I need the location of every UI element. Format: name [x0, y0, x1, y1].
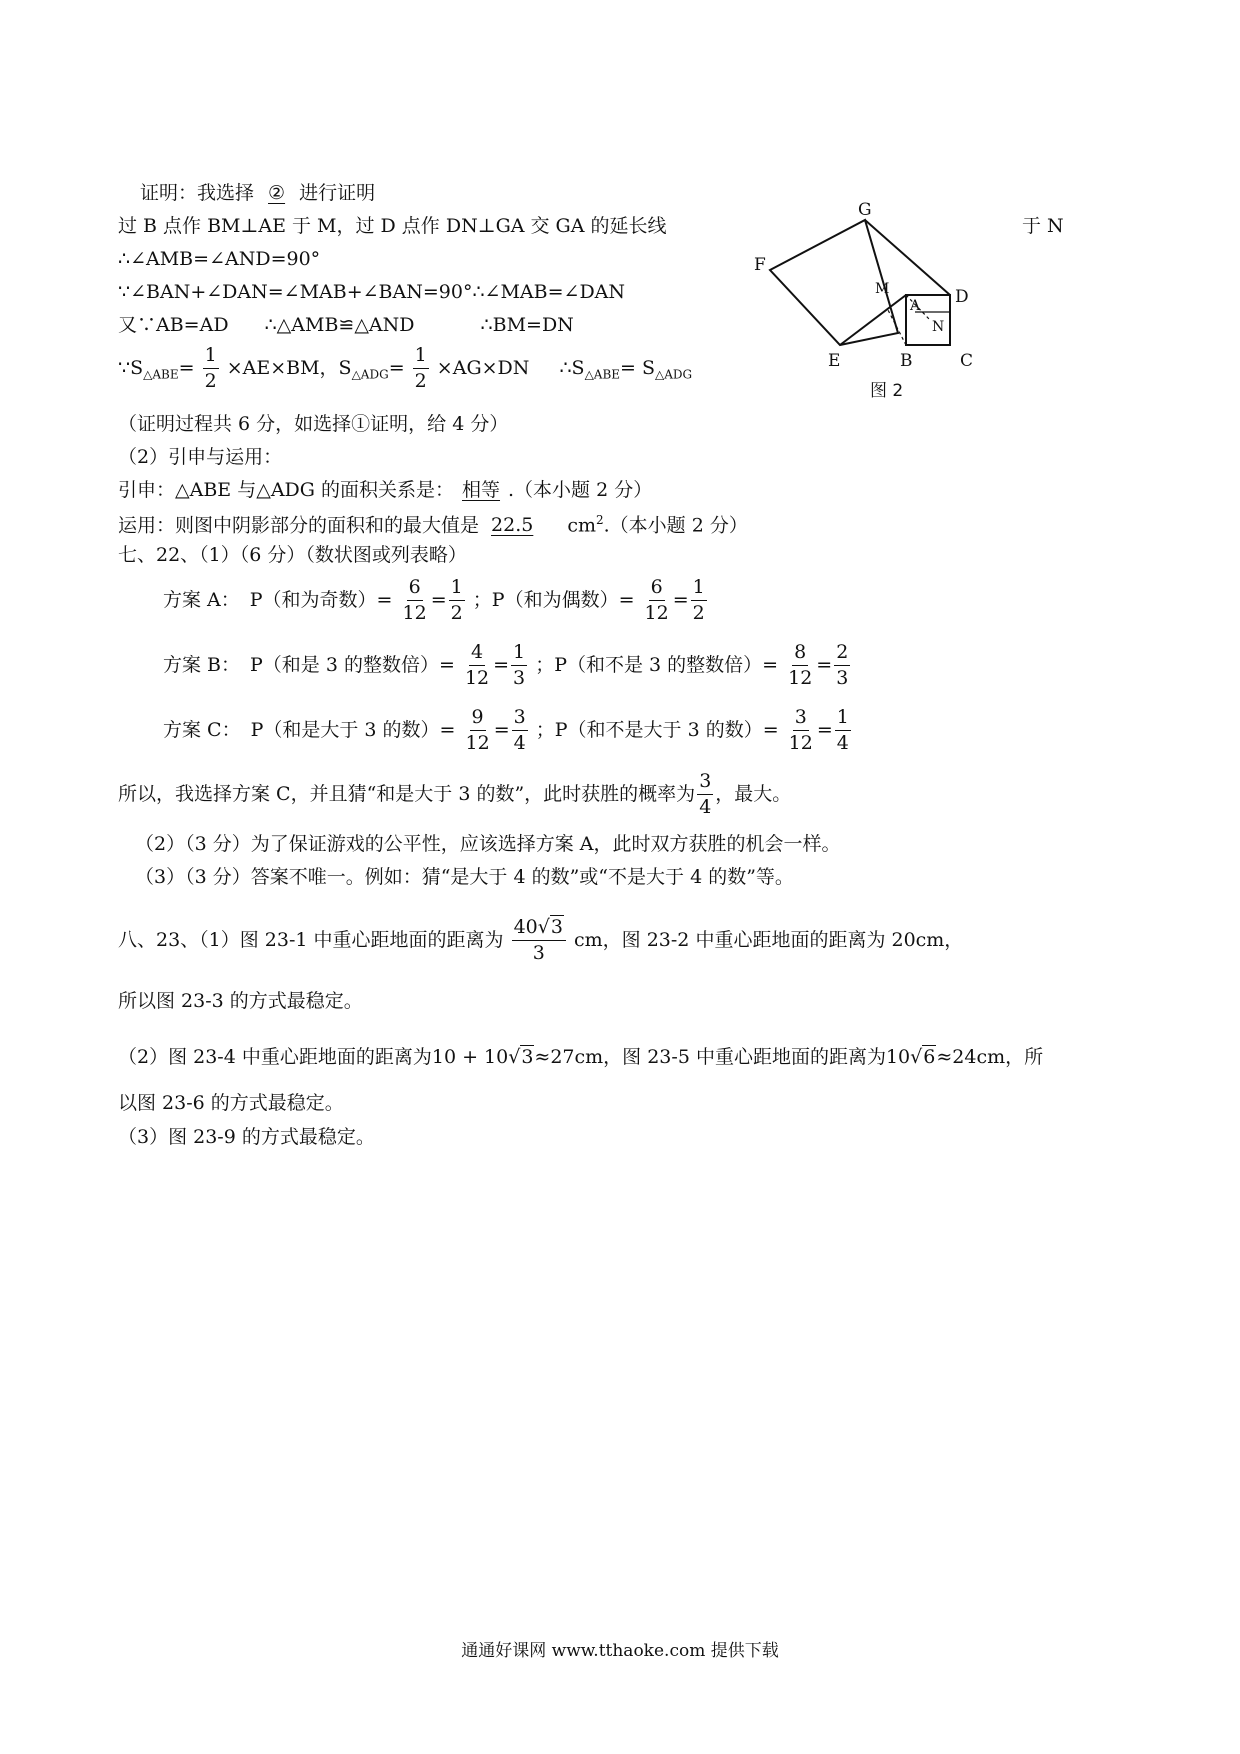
label-m: M — [875, 281, 890, 297]
plan-c: 方案 C： P（和是大于 3 的数）= $\frac{9}{12}$ = $\frac{3}{4}$ ；P（和不是大于 3 的数）= $\frac{3}{12}$ = $\frac{1}{4}$ — [163, 706, 849, 754]
q22-head: 七、22、（1）（6 分）（数状图或列表略） — [118, 544, 467, 566]
q22-part-3: （3）（3 分）答案不唯一。例如：猜“是大于 4 的数”或“不是大于 4 的数”等。 — [135, 866, 794, 888]
label-n: N — [932, 319, 945, 335]
geometry-figure-2 — [754, 200, 1000, 401]
proof-line-6: $\because S_{\triangle ABE}=$ $\frac{1}{2}$ ×AE×BM，$S_{\triangle ADG}=$ $\frac{1}{2}$ ×AG×DN $\therefore S_{\triangle ABE}= S_{\triangle ADG}$ — [118, 344, 693, 392]
q23-line-3: （2）图 23-4 中重心距地面的距离为10 + 10√3≈27cm，图 23-5 中重心距地面的距离为10√6≈24cm，所 — [118, 1046, 1044, 1068]
q23-line-5: （3）图 23-9 的方式最稳定。 — [118, 1126, 375, 1148]
label-c: C — [960, 351, 974, 371]
answer-equal: 相等 — [462, 479, 501, 501]
proof-line-1: 证明：我选择 ② 进行证明 — [140, 182, 376, 204]
proof-line-4: ∵∠BAN+∠DAN=∠MAB+∠BAN=90°∴∠MAB=∠DAN — [118, 281, 626, 303]
label-b: B — [900, 351, 913, 371]
plan-b: 方案 B： P（和是 3 的整数倍）= $\frac{4}{12}$ = $\frac{1}{3}$ ；P（和不是 3 的整数倍）= $\frac{8}{12}$ = $\frac{2}{3}$ — [163, 641, 849, 689]
proof-scoring-note: （证明过程共 6 分，如选择①证明，给 4 分） — [118, 413, 509, 435]
plan-a: 方案 A： P（和为奇数）= $\frac{6}{12}$ = $\frac{1}{2}$ ；P（和为偶数）= $\frac{6}{12}$ = $\frac{1}{2}$ — [163, 576, 705, 624]
proof-line-2-end: 于 N — [1022, 215, 1064, 237]
label-a: A — [910, 298, 921, 314]
extension-line-2: 运用：则图中阴影部分的面积和的最大值是 22.5 $cm^2$.（本小题 2 分） — [118, 513, 748, 537]
label-f: F — [754, 255, 766, 275]
proof-line-3: ∴∠AMB=∠AND=90° — [118, 248, 321, 270]
footer-source: 通通好课网 www.tthaoke.com 提供下载 — [461, 1641, 779, 1661]
figure-caption: 图 2 — [870, 381, 904, 401]
q23-line-4: 以图 23-6 的方式最稳定。 — [118, 1092, 344, 1114]
q22-part-2: （2）（3 分）为了保证游戏的公平性，应该选择方案 A，此时双方获胜的机会一样。 — [135, 833, 841, 855]
q23-line-2: 所以图 23-3 的方式最稳定。 — [118, 990, 363, 1012]
fraction-half: $\frac{1}{2}$ — [204, 344, 217, 392]
fraction-half: $\frac{1}{2}$ — [414, 344, 427, 392]
label-g: G — [858, 200, 872, 220]
label-d: D — [955, 287, 969, 307]
label-e: E — [828, 351, 841, 371]
extension-line-1: 引申：△ABE 与△ADG 的面积关系是： 相等 .（本小题 2 分） — [118, 479, 653, 501]
proof-line-2: 过 B 点作 BM⊥AE 于 M，过 D 点作 DN⊥GA 交 GA 的延长线 — [118, 215, 667, 237]
proof-line-5: 又∵AB=AD ∴△AMB≌△AND ∴BM=DN — [118, 314, 574, 336]
q23-line-1: 八、23、（1）图 23-1 中重心距地面的距离为 $\frac{40√3}{3}$ cm，图 23-2 中重心距地面的距离为 20cm， — [118, 916, 964, 964]
chosen-option: ② — [268, 182, 286, 204]
answer-max-area: 22.5 — [491, 514, 534, 537]
q22-conclusion: 所以，我选择方案 C，并且猜“和是大于 3 的数”，此时获胜的概率为 $\frac{3}{4}$ ，最大。 — [118, 770, 792, 818]
extension-title: （2）引申与运用： — [118, 446, 283, 468]
